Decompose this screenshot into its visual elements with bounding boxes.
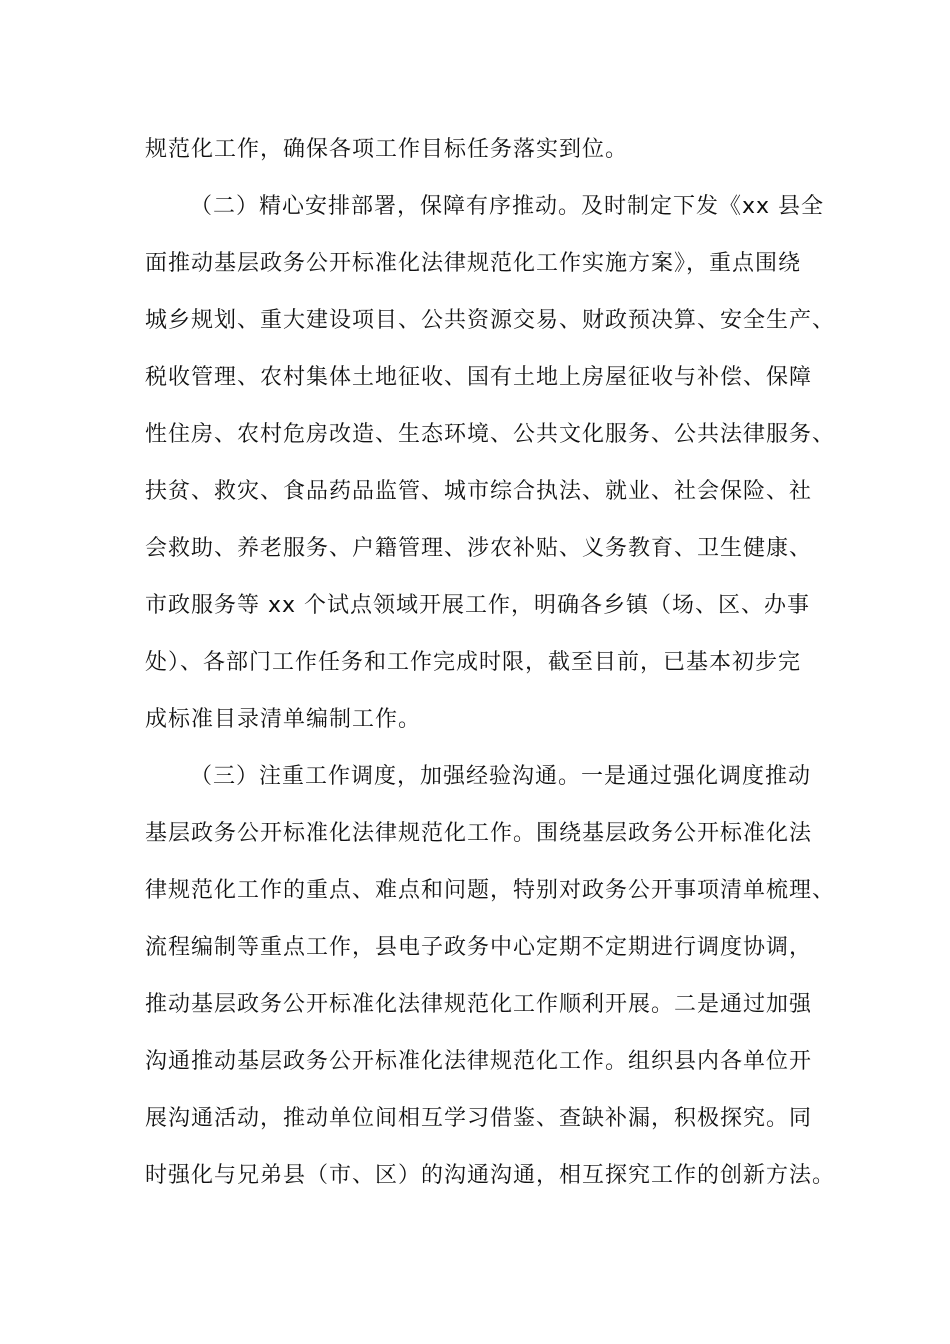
text-line <box>0 643 950 683</box>
line-text: 会救助、养老服务、户籍管理、涉农补贴、义务教育、卫生健康、 <box>145 536 813 561</box>
text-line <box>0 244 950 284</box>
line-text: 展沟通活动，推动单位间相互学习借鉴、查缺补漏，积极探究。同 <box>145 1106 813 1131</box>
line-text: 推动基层政务公开标准化法律规范化工作顺利开展。二是通过加强 <box>145 992 813 1017</box>
text-line <box>0 529 950 569</box>
text-line <box>0 187 950 227</box>
text-line <box>0 301 950 341</box>
text-line <box>0 130 950 170</box>
text-line <box>0 757 950 797</box>
text-line <box>0 985 950 1025</box>
text-line <box>0 586 950 626</box>
text-line <box>0 814 950 854</box>
line-text: 面推动基层政务公开标准化法律规范化工作实施方案》，重点围绕 <box>145 251 802 276</box>
text-line <box>0 871 950 911</box>
line-text: 律规范化工作的重点、难点和问题，特别对政务公开事项清单梳理、 <box>145 878 836 903</box>
line-text: 性住房、农村危房改造、生态环境、公共文化服务、公共法律服务、 <box>145 422 836 447</box>
text-line <box>0 1042 950 1082</box>
text-line <box>0 700 950 740</box>
line-text: 流程编制等重点工作，县电子政务中心定期不定期进行调度协调， <box>145 935 813 960</box>
line-text: 时强化与兄弟县（市、区）的沟通沟通，相互探究工作的创新方法。 <box>145 1163 836 1188</box>
line-text: 城乡规划、重大建设项目、公共资源交易、财政预决算、安全生产、 <box>145 308 836 333</box>
line-text: 处）、各部门工作任务和工作完成时限，截至目前，已基本初步完 <box>145 650 802 675</box>
text-line <box>0 1099 950 1139</box>
text-line <box>0 415 950 455</box>
line-text: 规范化工作，确保各项工作目标任务落实到位。 <box>145 137 629 162</box>
line-text: 沟通推动基层政务公开标准化法律规范化工作。组织县内各单位开 <box>145 1049 813 1074</box>
text-line <box>0 358 950 398</box>
text-line <box>0 928 950 968</box>
text-line <box>0 1156 950 1196</box>
line-text: 扶贫、救灾、食品药品监管、城市综合执法、就业、社会保险、社 <box>145 479 813 504</box>
line-text: 市政服务等 xx 个试点领域开展工作，明确各乡镇（场、区、办事 <box>145 593 811 618</box>
line-text: 基层政务公开标准化法律规范化工作。围绕基层政务公开标准化法 <box>145 821 813 846</box>
line-text: （二）精心安排部署，保障有序推动。及时制定下发《xx 县全 <box>190 194 825 219</box>
line-text: 税收管理、农村集体土地征收、国有土地上房屋征收与补偿、保障 <box>145 365 813 390</box>
line-text: （三）注重工作调度，加强经验沟通。一是通过强化调度推动 <box>190 764 812 789</box>
text-line <box>0 472 950 512</box>
line-text: 成标准目录清单编制工作。 <box>145 707 422 732</box>
